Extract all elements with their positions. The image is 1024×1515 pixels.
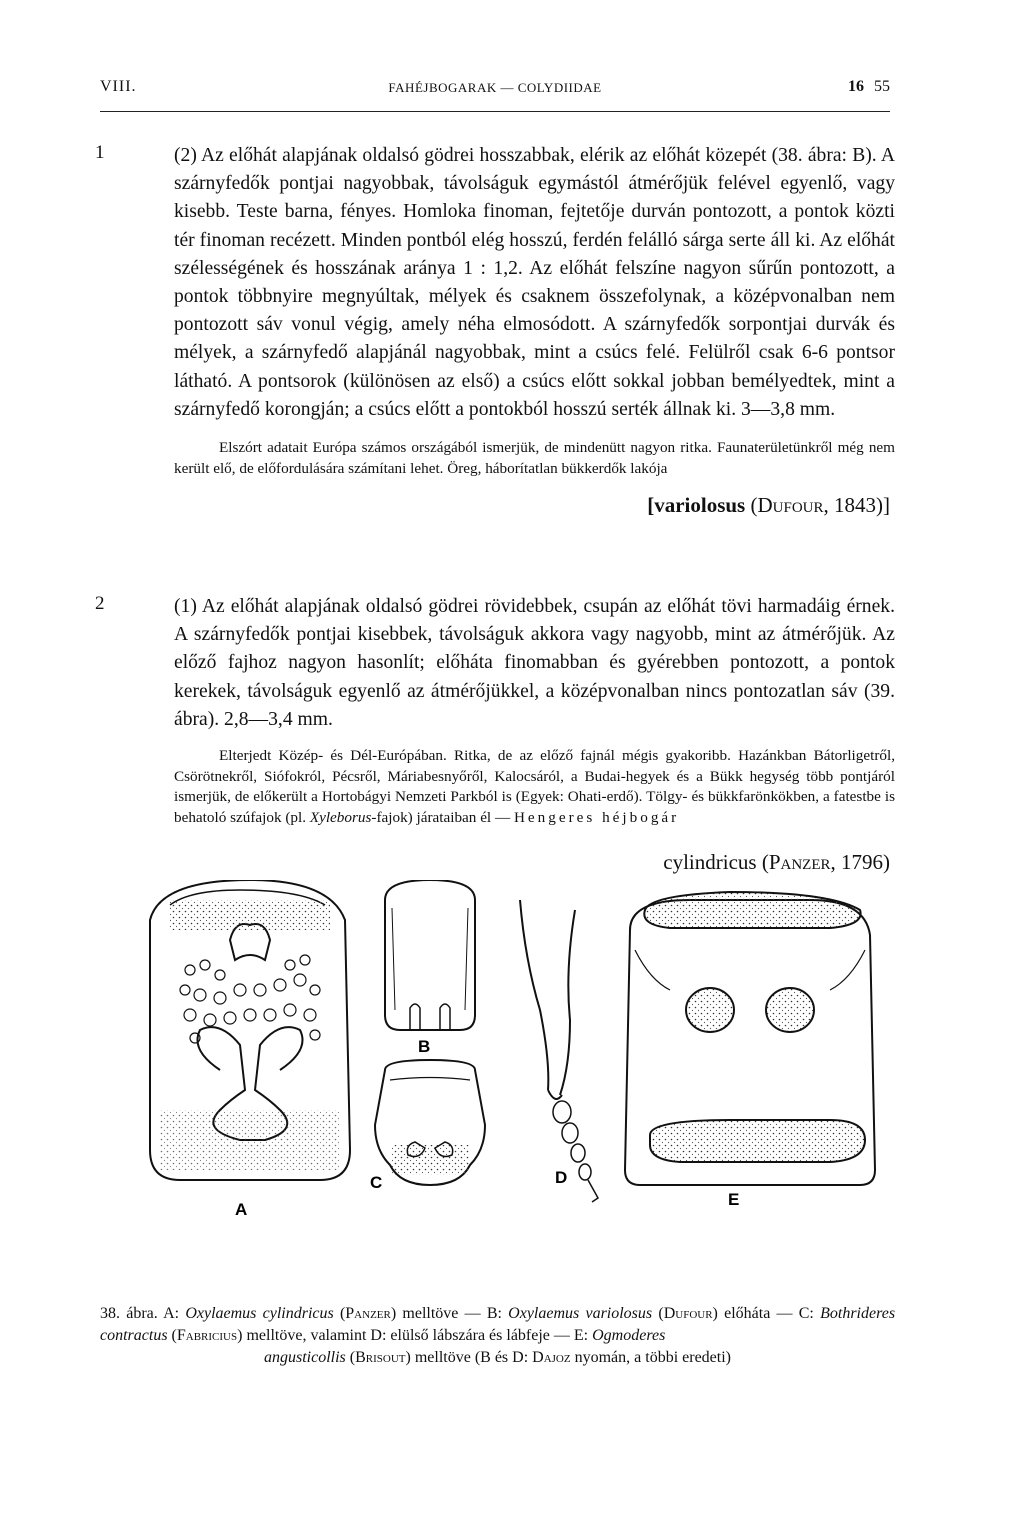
key-option: (2) [174, 145, 197, 166]
page-header [100, 78, 890, 102]
key-number: 1 [95, 142, 105, 163]
caption-fig-number: 38. ábra. A: [100, 1305, 186, 1322]
caption-paren: ( [167, 1327, 177, 1344]
paren: ( [761, 850, 769, 875]
running-title: FAHÉJBOGARAK — COLYDIIDAE [388, 80, 602, 95]
caption-c-rest: ) melltöve, valamint D: elülső lábszára és lábfeje — E: [237, 1327, 593, 1344]
species-author: Panzer [768, 850, 831, 875]
figure-label-d: D [555, 1168, 568, 1187]
key-description: Az előhát alapjának oldalsó gödrei hosszabbak, elérik az előhát közepét (38. ábra: B). A szárnyfedők pontjai nagyobbak, távolságuk egymástól átmérőjük felével egyenlő, vagy kisebb. Teste barna, fényes. Homloka finoman, fejtetője durván pontozott, a pontok közti tér finoman recézett. Minden pontból elég hosszú, ferdén felálló sárga serte áll ki. Az előhát szélességének és hosszának aránya 1 : 1,2. Az előhát felszíne nagyon sűrűn pontozott, a pontok többnyire megnyúltak, mélyek és csaknem összefolynak, a középvonalban nem pontozott sáv vonul végig, amely néha elmosódott. A szárnyfedők sorpontjai durvák és mélyek, a szárnyfedő alapjánál nagyobbak, mint a csúcs felé. Felülről csak 6-6 pontsor látható. A pontsorok (különösen az első) a csúcs előtt sokkal jobban bemélyedtek, mint a szárnyfedő korongján; a csúcs előtt a pontokból hosszú serték állnak ki. 3—3,8 mm. [174, 145, 895, 420]
figure-c-prosternum [375, 1060, 485, 1185]
species-epithet: variolosus [654, 493, 746, 518]
key-text [174, 142, 895, 424]
caption-source-author: Dajoz [532, 1349, 571, 1366]
caption-e-rest: ) melltöve (B és D: [405, 1349, 533, 1366]
figure-caption [100, 1303, 895, 1369]
paren: ( [750, 493, 758, 518]
figure-e-prosternum [625, 892, 875, 1185]
section-number: VIII. [100, 78, 137, 95]
key-text [174, 593, 895, 734]
caption-b-name: Oxylaemus variolosus [508, 1305, 653, 1322]
key-option: (1) [174, 596, 197, 617]
distribution-note [174, 746, 895, 828]
note-text [174, 746, 895, 828]
figure-label-c: C [370, 1173, 383, 1192]
note-main: Elterjedt Közép- és Dél-Európában. Ritka, de az előző fajnál mégis gyakoribb. Hazánkban Bátorligetről, Csörötnekről, Siófokról, Pécsről, Máriabesnyőről, Kalocsáról, a Budai-hegyek és a Bükk hegység több pontjáról ismerjük, de előkerült a Hortobágyi Nemzeti Parkból is (Egyek: Ohati-erdő). Tölgy- és bükkfarönkökben, a fatestbe is behatoló szúfajok (pl. [174, 747, 895, 826]
caption-last-line [100, 1347, 895, 1369]
species-author: Dufour [757, 493, 824, 518]
species-name-cylindricus [95, 850, 895, 875]
page-number-bold: 16 [848, 78, 864, 95]
figure-label-e: E [728, 1190, 740, 1209]
species-year: , 1796) [830, 850, 890, 875]
caption-paren: ( [345, 1349, 356, 1366]
key-entry-1 [95, 142, 895, 518]
note-text: Elszórt adatait Európa számos országából ismerjük, de mindenütt nagyon ritka. Faunaterületünkről még nem került elő, de előfordulására számítani lehet. Öreg, háborítatlan bükkerdők lakója [174, 439, 895, 477]
genus-italic: Xyleborus [309, 808, 372, 826]
page-number-plain: 55 [874, 78, 890, 95]
caption-e-genus: Ogmoderes [592, 1327, 666, 1344]
figure-label-b: B [418, 1037, 431, 1056]
caption-a-author: Panzer [345, 1305, 391, 1322]
caption-paren: ( [652, 1305, 664, 1322]
key-description: Az előhát alapjának oldalsó gödrei rövidebbek, csupán az előhát tövi harmadáig érnek. A szárnyfedők pontjai kisebbek, távolságuk akkora vagy nagyobb, mint az átmérőjük. Az előző fajhoz nagyon hasonlít; előháta finomabban és gyérebben pontozott, a pontok kerekek, távolságuk egyenlő az átmérőjükkel, a középvonalban nincs pontozatlan sáv (39. ábra). 2,8—3,4 mm. [174, 596, 895, 730]
figure-b-pronotum [385, 880, 475, 1030]
caption-a-name: Oxylaemus cylindricus [185, 1305, 334, 1322]
figure-d-tibia-tarsus [520, 900, 598, 1202]
caption-e-author: Brisout [355, 1349, 406, 1366]
caption-c-name: Bothrideres contractus [100, 1305, 896, 1344]
caption-a-rest: ) melltöve — B: [390, 1305, 509, 1322]
bracket: [ [647, 493, 655, 518]
figure-a-prosternum [150, 880, 350, 1180]
caption-c-author: Fabricius [176, 1327, 238, 1344]
key-body [174, 593, 895, 734]
species-name-variolosus [95, 493, 895, 518]
species-year: , 1843)] [823, 493, 890, 518]
key-entry-2 [95, 593, 895, 875]
page-number [848, 78, 890, 96]
figure-label-a: A [235, 1200, 248, 1219]
figure-38 [130, 880, 890, 1300]
caption-end: nyomán, a többi eredeti) [570, 1349, 731, 1366]
caption-b-author: Dufour [663, 1305, 713, 1322]
species-epithet: cylindricus [663, 850, 757, 875]
figure-drawings [130, 880, 890, 1300]
common-name: Hengeres héjbogár [513, 808, 680, 826]
caption-e-species: angusticollis [264, 1349, 346, 1366]
caption-paren: ( [333, 1305, 346, 1322]
header-rule [100, 111, 890, 112]
key-number: 2 [95, 593, 105, 614]
caption-b-rest: ) előháta — C: [712, 1305, 814, 1322]
distribution-note [174, 438, 895, 479]
note-tail: -fajok) járataiban él — [371, 808, 514, 826]
key-body [174, 142, 895, 424]
